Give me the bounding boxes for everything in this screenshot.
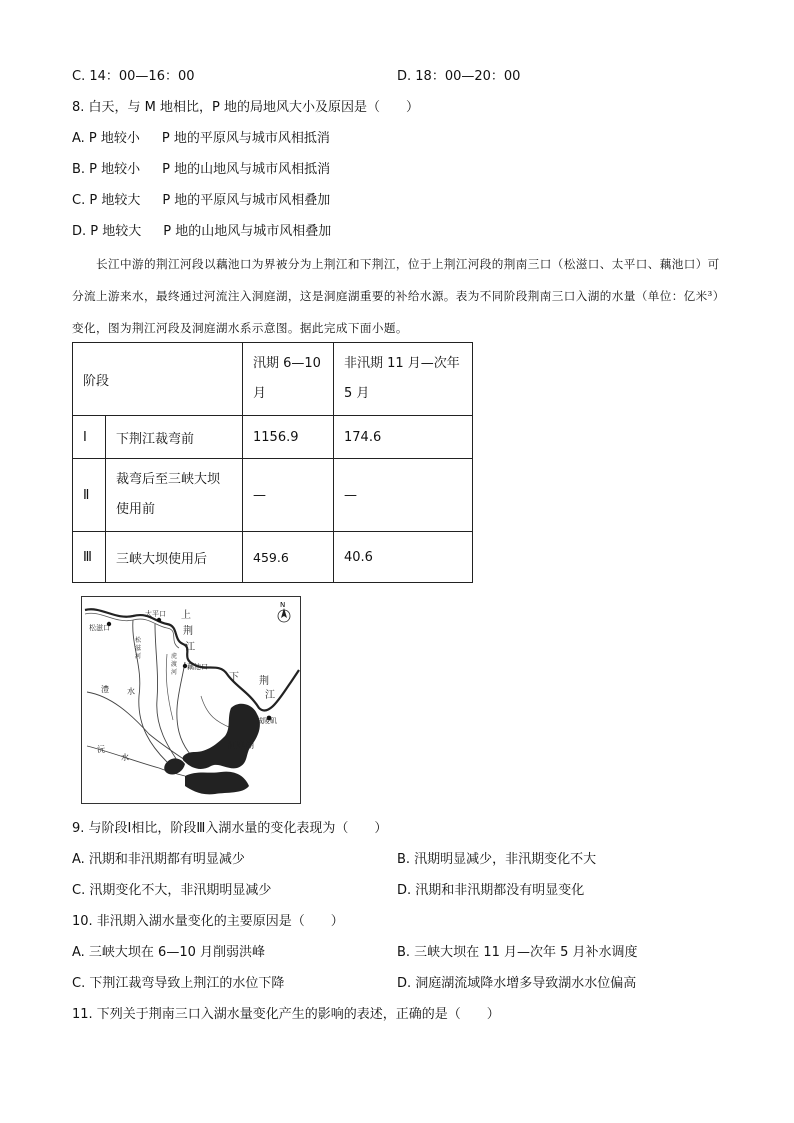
label-jiang-upper: 江 <box>185 642 195 653</box>
q10-stem: 10. 非汛期入湖水量变化的主要原因是（ ） <box>72 914 344 929</box>
label-li-shui: 水 <box>127 687 135 696</box>
q10-option-c: C. 下荆江裁弯导致上荆江的水位下降 <box>72 976 285 991</box>
q9-option-b: B. 汛期明显减少，非汛期变化不大 <box>397 852 597 867</box>
label-yuan-shui: 水 <box>121 753 129 762</box>
label-hudu-river-2: 渡 <box>171 661 178 668</box>
label-songzi-river: 松 <box>135 637 142 644</box>
stage-water-table <box>72 342 473 583</box>
q9-option-d: D. 汛期和非汛期都没有明显变化 <box>397 883 585 898</box>
q9-option-c: C. 汛期变化不大，非汛期明显减少 <box>72 883 272 898</box>
header-flood: 汛期 6—10 月 <box>243 343 334 416</box>
q11-stem: 11. 下列关于荆南三口入湖水量变化产生的影响的表述，正确的是（ ） <box>72 1007 500 1022</box>
jingjiang-dongting-map <box>81 596 301 804</box>
label-jing-upper: 荆 <box>183 626 193 637</box>
q9-stem: 9. 与阶段Ⅰ相比，阶段Ⅲ入湖水量的变化表现为（ ） <box>72 821 388 836</box>
label-yuan: 沅 <box>97 745 105 754</box>
row-number: Ⅲ <box>73 532 106 583</box>
q7-option-d: D. 18：00—20：00 <box>397 69 521 84</box>
row-dry-value: 174.6 <box>334 416 473 459</box>
table-row <box>73 532 473 583</box>
label-jiang-lower: 江 <box>265 690 275 701</box>
label-songzi-river-3: 河 <box>135 653 142 660</box>
q8-option-a: A. P 地较小 P 地的平原风与城市风相抵消 <box>72 131 330 146</box>
row-flood-value: 1156.9 <box>243 416 334 459</box>
q9-option-a: A. 汛期和非汛期都有明显减少 <box>72 852 245 867</box>
label-chenglingji: 城陵矶 <box>256 717 277 725</box>
label-dongtinghu: 洞庭湖 <box>227 741 255 751</box>
row-number: Ⅱ <box>73 459 106 532</box>
row-stage-name: 裁弯后至三峡大坝使用前 <box>106 459 243 532</box>
row-flood-value: 459.6 <box>243 532 334 583</box>
reading-passage: 长江中游的荆江河段以藕池口为界被分为上荆江和下荆江，位于上荆江河段的荆南三口（松滋口、太平口、藕池口）可分流上游来水，最终通过河流注入洞庭湖，这是洞庭湖重要的补给水源。表为不同阶段荆南三口入湖的水量（单位：亿米³）变化，图为荆江河段及洞庭湖水系示意图。据此完成下面小题。 <box>72 257 720 335</box>
label-li: 澧 <box>101 685 109 694</box>
row-stage-name: 下荆江裁弯前 <box>106 416 243 459</box>
label-songzi-river-2: 滋 <box>135 645 142 652</box>
label-jing-lower: 荆 <box>259 676 269 687</box>
row-dry-value: 40.6 <box>334 532 473 583</box>
label-ouchikou: 藕池口 <box>187 663 208 671</box>
label-taipingkou: 太平口 <box>145 610 166 618</box>
header-dry: 非汛期 11 月—次年 5 月 <box>334 343 473 416</box>
q10-option-d: D. 洞庭湖流域降水增多导致湖水水位偏高 <box>397 976 637 991</box>
q8-option-b: B. P 地较小 P 地的山地风与城市风相抵消 <box>72 162 331 177</box>
row-number: Ⅰ <box>73 416 106 459</box>
label-hudu-river: 虎 <box>171 653 178 660</box>
table-header-row <box>73 343 473 416</box>
north-label: N <box>280 601 286 609</box>
q10-option-a: A. 三峡大坝在 6—10 月削弱洪峰 <box>72 945 266 960</box>
table-row <box>73 416 473 459</box>
q8-stem: 8. 白天，与 M 地相比，P 地的局地风大小及原因是（ ） <box>72 100 419 115</box>
label-shang: 上 <box>181 610 191 621</box>
row-dry-value: — <box>334 459 473 532</box>
header-stage: 阶段 <box>73 343 243 416</box>
q8-option-d: D. P 地较大 P 地的山地风与城市风相叠加 <box>72 224 332 239</box>
q7-option-c: C. 14：00—16：00 <box>72 69 195 84</box>
row-stage-name: 三峡大坝使用后 <box>106 532 243 583</box>
row-flood-value: — <box>243 459 334 532</box>
label-hudu-river-3: 河 <box>171 669 178 676</box>
q8-option-c: C. P 地较大 P 地的平原风与城市风相叠加 <box>72 193 331 208</box>
label-songzikou: 松滋口 <box>89 624 110 632</box>
label-xia: 下 <box>229 672 239 683</box>
q10-option-b: B. 三峡大坝在 11 月—次年 5 月补水调度 <box>397 945 638 960</box>
table-row <box>73 459 473 532</box>
